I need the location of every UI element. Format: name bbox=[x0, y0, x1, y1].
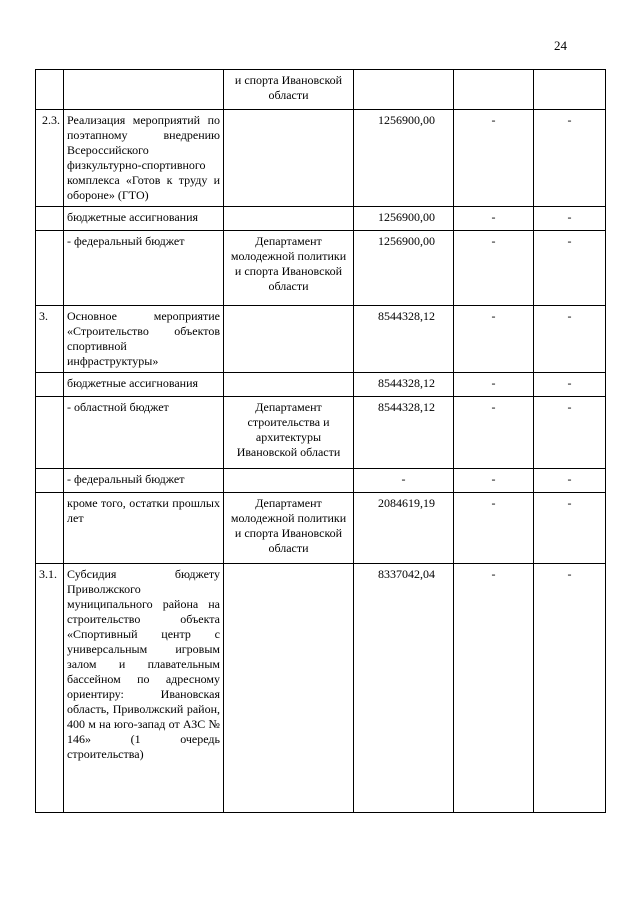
cell-year2 bbox=[454, 70, 534, 110]
cell-number bbox=[36, 231, 64, 306]
cell-year2: - bbox=[454, 231, 534, 306]
cell-year2: - bbox=[454, 397, 534, 469]
cell-name: - федеральный бюджет bbox=[64, 469, 224, 493]
cell-amount: 1256900,00 bbox=[354, 110, 454, 207]
cell-number: 2.3. bbox=[36, 110, 64, 207]
cell-year3: - bbox=[534, 397, 606, 469]
cell-executor: Департамент молодежной политики и спорта Ивановской области bbox=[224, 493, 354, 564]
cell-amount bbox=[354, 70, 454, 110]
cell-executor bbox=[224, 373, 354, 397]
cell-amount: 1256900,00 bbox=[354, 207, 454, 231]
cell-year3: - bbox=[534, 231, 606, 306]
cell-executor: и спорта Ивановской области bbox=[224, 70, 354, 110]
cell-name: Реализация мероприятий по поэтапному внедрению Всероссийского физкультурно-спортивного комплекса «Готов к труду и обороне» (ГТО) bbox=[64, 110, 224, 207]
table-row bbox=[36, 110, 606, 207]
cell-name: кроме того, остатки прошлых лет bbox=[64, 493, 224, 564]
table-row bbox=[36, 70, 606, 110]
cell-year3: - bbox=[534, 306, 606, 373]
cell-executor: Департамент молодежной политики и спорта Ивановской области bbox=[224, 231, 354, 306]
cell-number bbox=[36, 70, 64, 110]
cell-executor bbox=[224, 110, 354, 207]
cell-year3: - bbox=[534, 564, 606, 813]
cell-year3: - bbox=[534, 110, 606, 207]
cell-executor bbox=[224, 469, 354, 493]
cell-amount: 8544328,12 bbox=[354, 306, 454, 373]
cell-amount: 8544328,12 bbox=[354, 397, 454, 469]
cell-number bbox=[36, 493, 64, 564]
page-number: 24 bbox=[554, 38, 567, 53]
cell-name: Субсидия бюджету Приволжского муниципального района на строительство объекта «Спортивный центр с универсальным игровым залом и плавательным бассейном по адресному ориентиру: Ивановская область, Приволжский район, 400 м на юго-запад от АЗС № 146» (1 очередь строительства) bbox=[64, 564, 224, 813]
cell-name: бюджетные ассигнования bbox=[64, 207, 224, 231]
cell-amount: 8337042,04 bbox=[354, 564, 454, 813]
table-row bbox=[36, 469, 606, 493]
cell-year2: - bbox=[454, 469, 534, 493]
table-row bbox=[36, 493, 606, 564]
cell-number: 3. bbox=[36, 306, 64, 373]
cell-year2: - bbox=[454, 493, 534, 564]
cell-year3: - bbox=[534, 207, 606, 231]
cell-amount: 2084619,19 bbox=[354, 493, 454, 564]
cell-number bbox=[36, 373, 64, 397]
cell-name: - федеральный бюджет bbox=[64, 231, 224, 306]
cell-number: 3.1. bbox=[36, 564, 64, 813]
cell-year3: - bbox=[534, 493, 606, 564]
table-row bbox=[36, 373, 606, 397]
cell-name: - областной бюджет bbox=[64, 397, 224, 469]
budget-table bbox=[35, 69, 606, 813]
cell-number bbox=[36, 397, 64, 469]
cell-year3: - bbox=[534, 373, 606, 397]
cell-name: бюджетные ассигнования bbox=[64, 373, 224, 397]
cell-year2: - bbox=[454, 306, 534, 373]
cell-name bbox=[64, 70, 224, 110]
table-row bbox=[36, 306, 606, 373]
cell-amount: - bbox=[354, 469, 454, 493]
cell-number bbox=[36, 207, 64, 231]
cell-year2: - bbox=[454, 373, 534, 397]
cell-number bbox=[36, 469, 64, 493]
table-row bbox=[36, 397, 606, 469]
cell-year2: - bbox=[454, 110, 534, 207]
cell-year3: - bbox=[534, 469, 606, 493]
cell-executor bbox=[224, 306, 354, 373]
cell-year3 bbox=[534, 70, 606, 110]
table-row bbox=[36, 231, 606, 306]
cell-amount: 1256900,00 bbox=[354, 231, 454, 306]
cell-amount: 8544328,12 bbox=[354, 373, 454, 397]
cell-name: Основное мероприятие «Строительство объектов спортивной инфраструктуры» bbox=[64, 306, 224, 373]
table-row bbox=[36, 564, 606, 813]
cell-year2: - bbox=[454, 564, 534, 813]
table-row bbox=[36, 207, 606, 231]
cell-executor bbox=[224, 564, 354, 813]
cell-year2: - bbox=[454, 207, 534, 231]
cell-executor: Департамент строительства и архитектуры Ивановской области bbox=[224, 397, 354, 469]
cell-executor bbox=[224, 207, 354, 231]
